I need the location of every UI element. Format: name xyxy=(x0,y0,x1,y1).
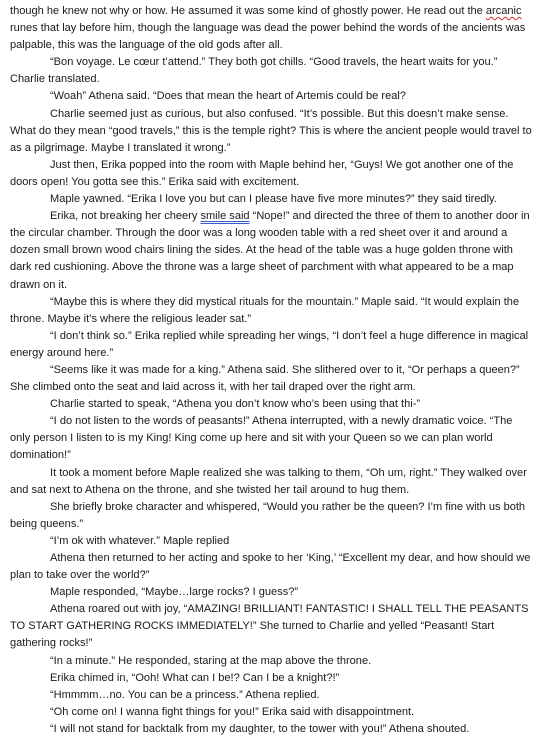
text-run: “Oh come on! I wanna fight things for you!” Erika said with disappointment. xyxy=(50,705,415,718)
paragraph xyxy=(10,550,532,584)
text-run: “Maybe this is where they did mystical rituals for the mountain.” Maple said. “It would explain the throne. Maybe it’s where the religious leader sat.” xyxy=(10,295,520,325)
text-run: “I do not listen to the words of peasants!” Athena interrupted, with a newly dramatic voice. “The only person I listen to is my King! King come up here and sit with your Queen so we can plan world domination!” xyxy=(10,415,513,462)
text-run: “I will not stand for backtalk from my daughter, to the tower with you!” Athena shouted. xyxy=(50,722,470,735)
paragraph xyxy=(10,533,532,550)
text-run: “Woah” Athena said. “Does that mean the heart of Artemis could be real? xyxy=(50,90,406,103)
paragraph xyxy=(10,157,532,191)
paragraph xyxy=(10,601,532,652)
text-run: Just then, Erika popped into the room with Maple behind her, “Guys! We got another one of the doors open! You gotta see this.” Erika said with excitement. xyxy=(10,158,514,188)
text-run: Athena roared out with joy, “AMAZING! BRILLIANT! FANTASTIC! I SHALL TELL THE PEASANTS TO START GATHERING ROCKS IMMEDIATELY!” She turned to Charlie and yelled “Peasant! Start gathering rocks!” xyxy=(10,603,529,650)
paragraph xyxy=(10,328,532,362)
paragraph xyxy=(10,294,532,328)
paragraph xyxy=(10,670,532,687)
paragraph xyxy=(10,3,532,54)
spelling-error-word: arcanic xyxy=(485,5,522,17)
text-run: Erika, not breaking her cheery xyxy=(50,210,201,223)
paragraph xyxy=(10,653,532,670)
text-run: “I’m ok with whatever.” Maple replied xyxy=(50,534,230,547)
paragraph xyxy=(10,106,532,157)
text-run: “I don’t think so.” Erika replied while spreading her wings, “I don’t feel a huge difference in magical energy around here.” xyxy=(10,329,529,359)
paragraph xyxy=(10,704,532,721)
paragraph xyxy=(10,584,532,601)
text-run: Erika chimed in, “Ooh! What can I be!? Can I be a knight?!” xyxy=(50,671,340,684)
text-run: “In a minute.” He responded, staring at the map above the throne. xyxy=(50,654,372,667)
paragraph xyxy=(10,208,532,293)
paragraph xyxy=(10,88,532,105)
grammar-flag-phrase: smile said xyxy=(200,210,250,223)
text-run: runes that lay before him, though the language was dead the power behind the words of the ancients was palpable, this was the language of the old gods after all. xyxy=(10,22,526,52)
text-run: Charlie seemed just as curious, but also confused. “It’s possible. But this doesn’t make sense. What do they mean “good travels,” this is the temple right? This is where the ancient people would travel to as a pilgrimage. Maybe I translated it wrong.” xyxy=(10,107,532,154)
text-run: “Bon voyage. Le cœur t’attend.” They both got chills. “Good travels, the heart waits for you.” Charlie translated. xyxy=(10,56,498,86)
paragraph xyxy=(10,687,532,704)
paragraph xyxy=(10,721,532,738)
text-run: “Nope!” and directed the three of them to another door in the circular chamber. Through the door was a long wooden table with a red sheet over it and around a dozen small brown wood chairs lining the sides. At the head of the table was a huge golden throne with dark red cushioning. Above the throne was a large sheet of parchment with what appeared to be a map drawn on it. xyxy=(10,210,530,291)
paragraph xyxy=(10,362,532,396)
paragraph xyxy=(10,396,532,413)
paragraph xyxy=(10,191,532,208)
text-run: Charlie started to speak, “Athena you don’t know who’s been using that thi-” xyxy=(50,398,421,411)
text-run: It took a moment before Maple realized she was talking to them, “Oh um, right.” They walked over and sat next to Athena on the throne, and she twisted her tail around to hug them. xyxy=(10,466,527,496)
text-run: Maple yawned. “Erika I love you but can I please have five more minutes?” they said tiredly. xyxy=(50,193,497,206)
text-run: Maple responded, “Maybe…large rocks? I guess?” xyxy=(50,586,299,599)
text-run: She briefly broke character and whispered, “Would you rather be the queen? I’m fine with us both being queens.” xyxy=(10,500,526,530)
text-run: Athena then returned to her acting and spoke to her ‘King,’ “Excellent my dear, and how should we plan to take over the world?” xyxy=(10,552,531,582)
document-page[interactable] xyxy=(10,3,532,738)
text-run: “Seems like it was made for a king.” Athena said. She slithered over to it, “Or perhaps a queen?” She climbed onto the seat and laid across it, with her tail draped over the right arm. xyxy=(10,363,520,394)
paragraph xyxy=(10,413,532,464)
paragraph xyxy=(10,54,532,88)
text-run: “Hmmmm…no. You can be a princess.” Athena replied. xyxy=(50,688,320,701)
paragraph xyxy=(10,499,532,533)
text-run: though he knew not why or how. He assumed it was some kind of ghostly power. He read out the xyxy=(10,5,486,17)
paragraph xyxy=(10,465,532,499)
